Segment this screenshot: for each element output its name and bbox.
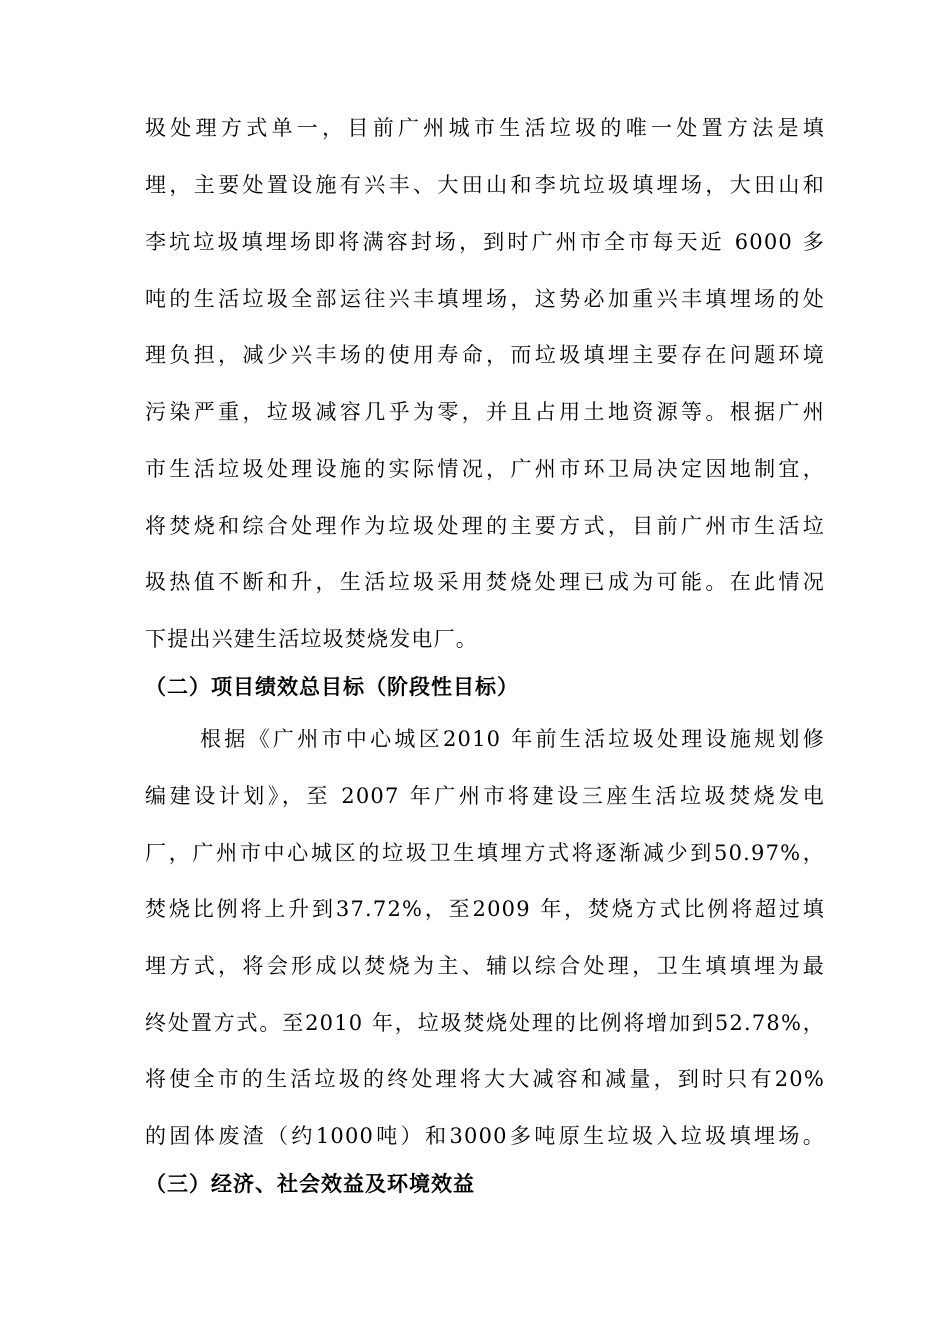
paragraph-line: 埋方式，将会形成以焚烧为主、辅以综合处理，卫生填填埋为最	[145, 954, 825, 978]
paragraph-line: 将使全市的生活垃圾的终处理将大大减容和减量，到时只有20%	[145, 1067, 825, 1091]
paragraph-line: 圾处理方式单一，目前广州城市生活垃圾的唯一处置方法是填	[145, 116, 825, 140]
paragraph-line: 的固体废渣（约1000吨）和3000多吨原生垃圾入垃圾填埋场。	[145, 1124, 825, 1148]
paragraph-line: 埋，主要处置设施有兴丰、大田山和李坑垃圾填埋场，大田山和	[145, 173, 825, 197]
paragraph-line: 焚烧比例将上升到37.72%，至2009 年，焚烧方式比例将超过填	[145, 897, 825, 921]
section-heading-2: （二）项目绩效总目标（阶段性目标）	[145, 674, 519, 699]
section-heading-3: （三）经济、社会效益及环境效益	[145, 1171, 475, 1196]
paragraph-line: 厂，广州市中心城区的垃圾卫生填埋方式将逐渐减少到50.97%，	[145, 841, 825, 865]
paragraph-line: 终处置方式。至2010 年，垃圾焚烧处理的比例将增加到52.78%，	[145, 1011, 825, 1035]
paragraph-line: 将焚烧和综合处理作为垃圾处理的主要方式，目前广州市生活垃	[145, 514, 825, 538]
paragraph-line: 理负担，减少兴丰场的使用寿命，而垃圾填埋主要存在问题环境	[145, 343, 825, 367]
paragraph-line: 污染严重，垃圾减容几乎为零，并且占用土地资源等。根据广州	[145, 400, 825, 424]
paragraph-line: 圾热值不断和升，生活垃圾采用焚烧处理已成为可能。在此情况	[145, 570, 825, 594]
paragraph-line-last: 下提出兴建生活垃圾焚烧发电厂。	[145, 627, 478, 651]
paragraph-line: 吨的生活垃圾全部运往兴丰填埋场，这势必加重兴丰填埋场的处	[145, 287, 825, 311]
paragraph-line: 编建设计划》，至 2007 年广州市将建设三座生活垃圾焚烧发电	[145, 784, 825, 808]
paragraph-line-first: 根据《广州市中心城区2010 年前生活垃圾处理设施规划修	[200, 727, 825, 751]
paragraph-line: 李坑垃圾填埋场即将满容封场，到时广州市全市每天近 6000 多	[145, 230, 825, 254]
paragraph-line: 市生活垃圾处理设施的实际情况，广州市环卫局决定因地制宜，	[145, 457, 825, 481]
